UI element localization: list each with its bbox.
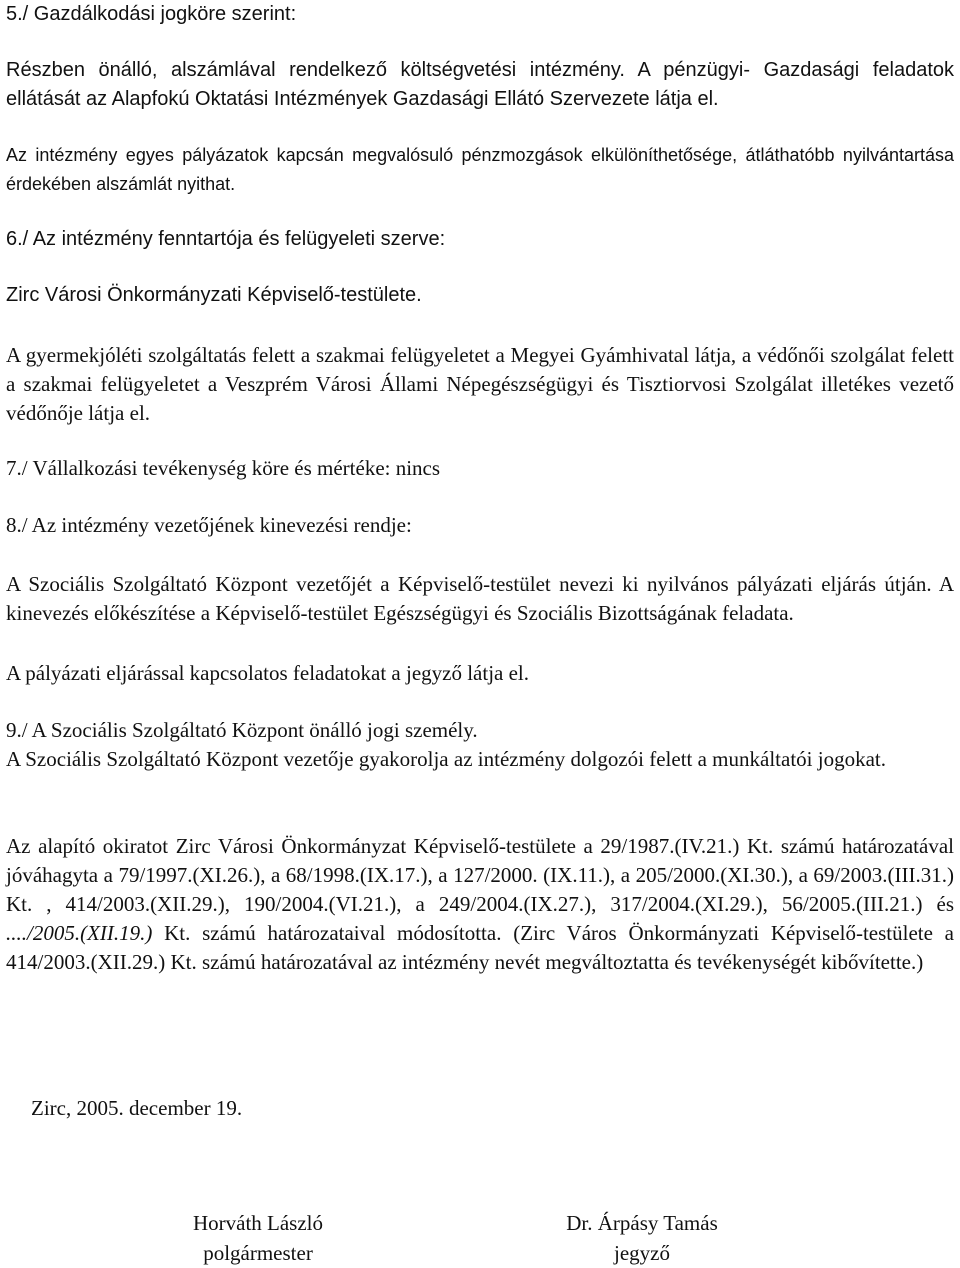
- signature-title: jegyző: [614, 1241, 670, 1265]
- approval-text-before: Az alapító okiratot Zirc Városi Önkormányzat Képviselő-testülete a 29/1987.(IV.21.) Kt. számú határozatával jóváhagyta a 79/1997.(XI.26.), a 68/1998.(IX.17.), a 127/2000. (IX.11.), a 205/2000.(XI.30.), a 69/2003.(III.31.) Kt. , 414/2003.(XII.29.), 190/2004.(VI.21.), a 249/2004.(IX.27.), 317/2004.(XI.29.), 56/2005.(III.21.) és: [6, 834, 954, 916]
- section-6-paragraph-1: Zirc Városi Önkormányzati Képviselő-testülete.: [6, 284, 422, 306]
- signature-title: polgármester: [203, 1241, 313, 1265]
- section-9-heading: 9./ A Szociális Szolgáltató Központ önálló jogi személy.: [6, 718, 478, 742]
- signature-name: Horváth László: [192, 1211, 324, 1235]
- section-8-paragraph-1: A Szociális Szolgáltató Központ vezetőjét a Képviselő-testület nevezi ki nyilvános pályázati eljárás útján. A kinevezés előkészítése a Képviselő-testület Egészségügyi és Szociális Bizottságának feladata.: [6, 572, 954, 625]
- section-9-paragraph-1: A Szociális Szolgáltató Központ vezetője gyakorolja az intézmény dolgozói felett a munkáltatói jogokat.: [6, 747, 886, 771]
- place-and-date: Zirc, 2005. december 19.: [31, 1096, 243, 1120]
- approval-text-italic: ..../2005.(XII.19.): [6, 921, 153, 945]
- section-5-paragraph-1: Részben önálló, alszámlával rendelkező költségvetési intézmény. A pénzügyi- Gazdasági feladatok ellátását az Alapfokú Oktatási Intézmények Gazdasági Ellátó Szervezete látja el.: [6, 59, 954, 110]
- section-8-heading: 8./ Az intézmény vezetőjének kinevezési rendje:: [6, 513, 412, 537]
- section-6-heading: 6./ Az intézmény fenntartója és felügyeleti szerve:: [6, 228, 446, 250]
- signature-block-notary: [502, 1208, 782, 1268]
- section-7-heading: 7./ Vállalkozási tevékenység köre és mértéke: nincs: [6, 456, 441, 480]
- signature-block-mayor: [118, 1208, 398, 1268]
- section-5-heading: 5./ Gazdálkodási jogköre szerint:: [6, 3, 297, 25]
- section-6-paragraph-2: A gyermekjóléti szolgáltatás felett a szakmai felügyeletet a Megyei Gyámhivatal látja, a védőnői szolgálat felett a szakmai felügyeletet a Veszprém Városi Állami Népegészségügyi és Tisztiorvosi Szolgálat illetékes vezető védőnője látja el.: [6, 343, 954, 425]
- approval-text-after: Kt. számú határozataival módosította. (Zirc Város Önkormányzati Képviselő-testülete a 414/2003.(XII.29.) Kt. számú határozatával az intézmény nevét megváltoztatta és tevékenységét kibővítette.): [6, 921, 954, 974]
- section-8-paragraph-2: A pályázati eljárással kapcsolatos feladatokat a jegyző látja el.: [6, 661, 530, 685]
- approval-paragraph: [6, 832, 954, 977]
- signature-name: Dr. Árpásy Tamás: [566, 1211, 718, 1235]
- section-5-paragraph-2: Az intézmény egyes pályázatok kapcsán megvalósuló pénzmozgások elkülöníthetősége, átláthatóbb nyilvántartása érdekében alszámlát nyithat.: [6, 145, 954, 194]
